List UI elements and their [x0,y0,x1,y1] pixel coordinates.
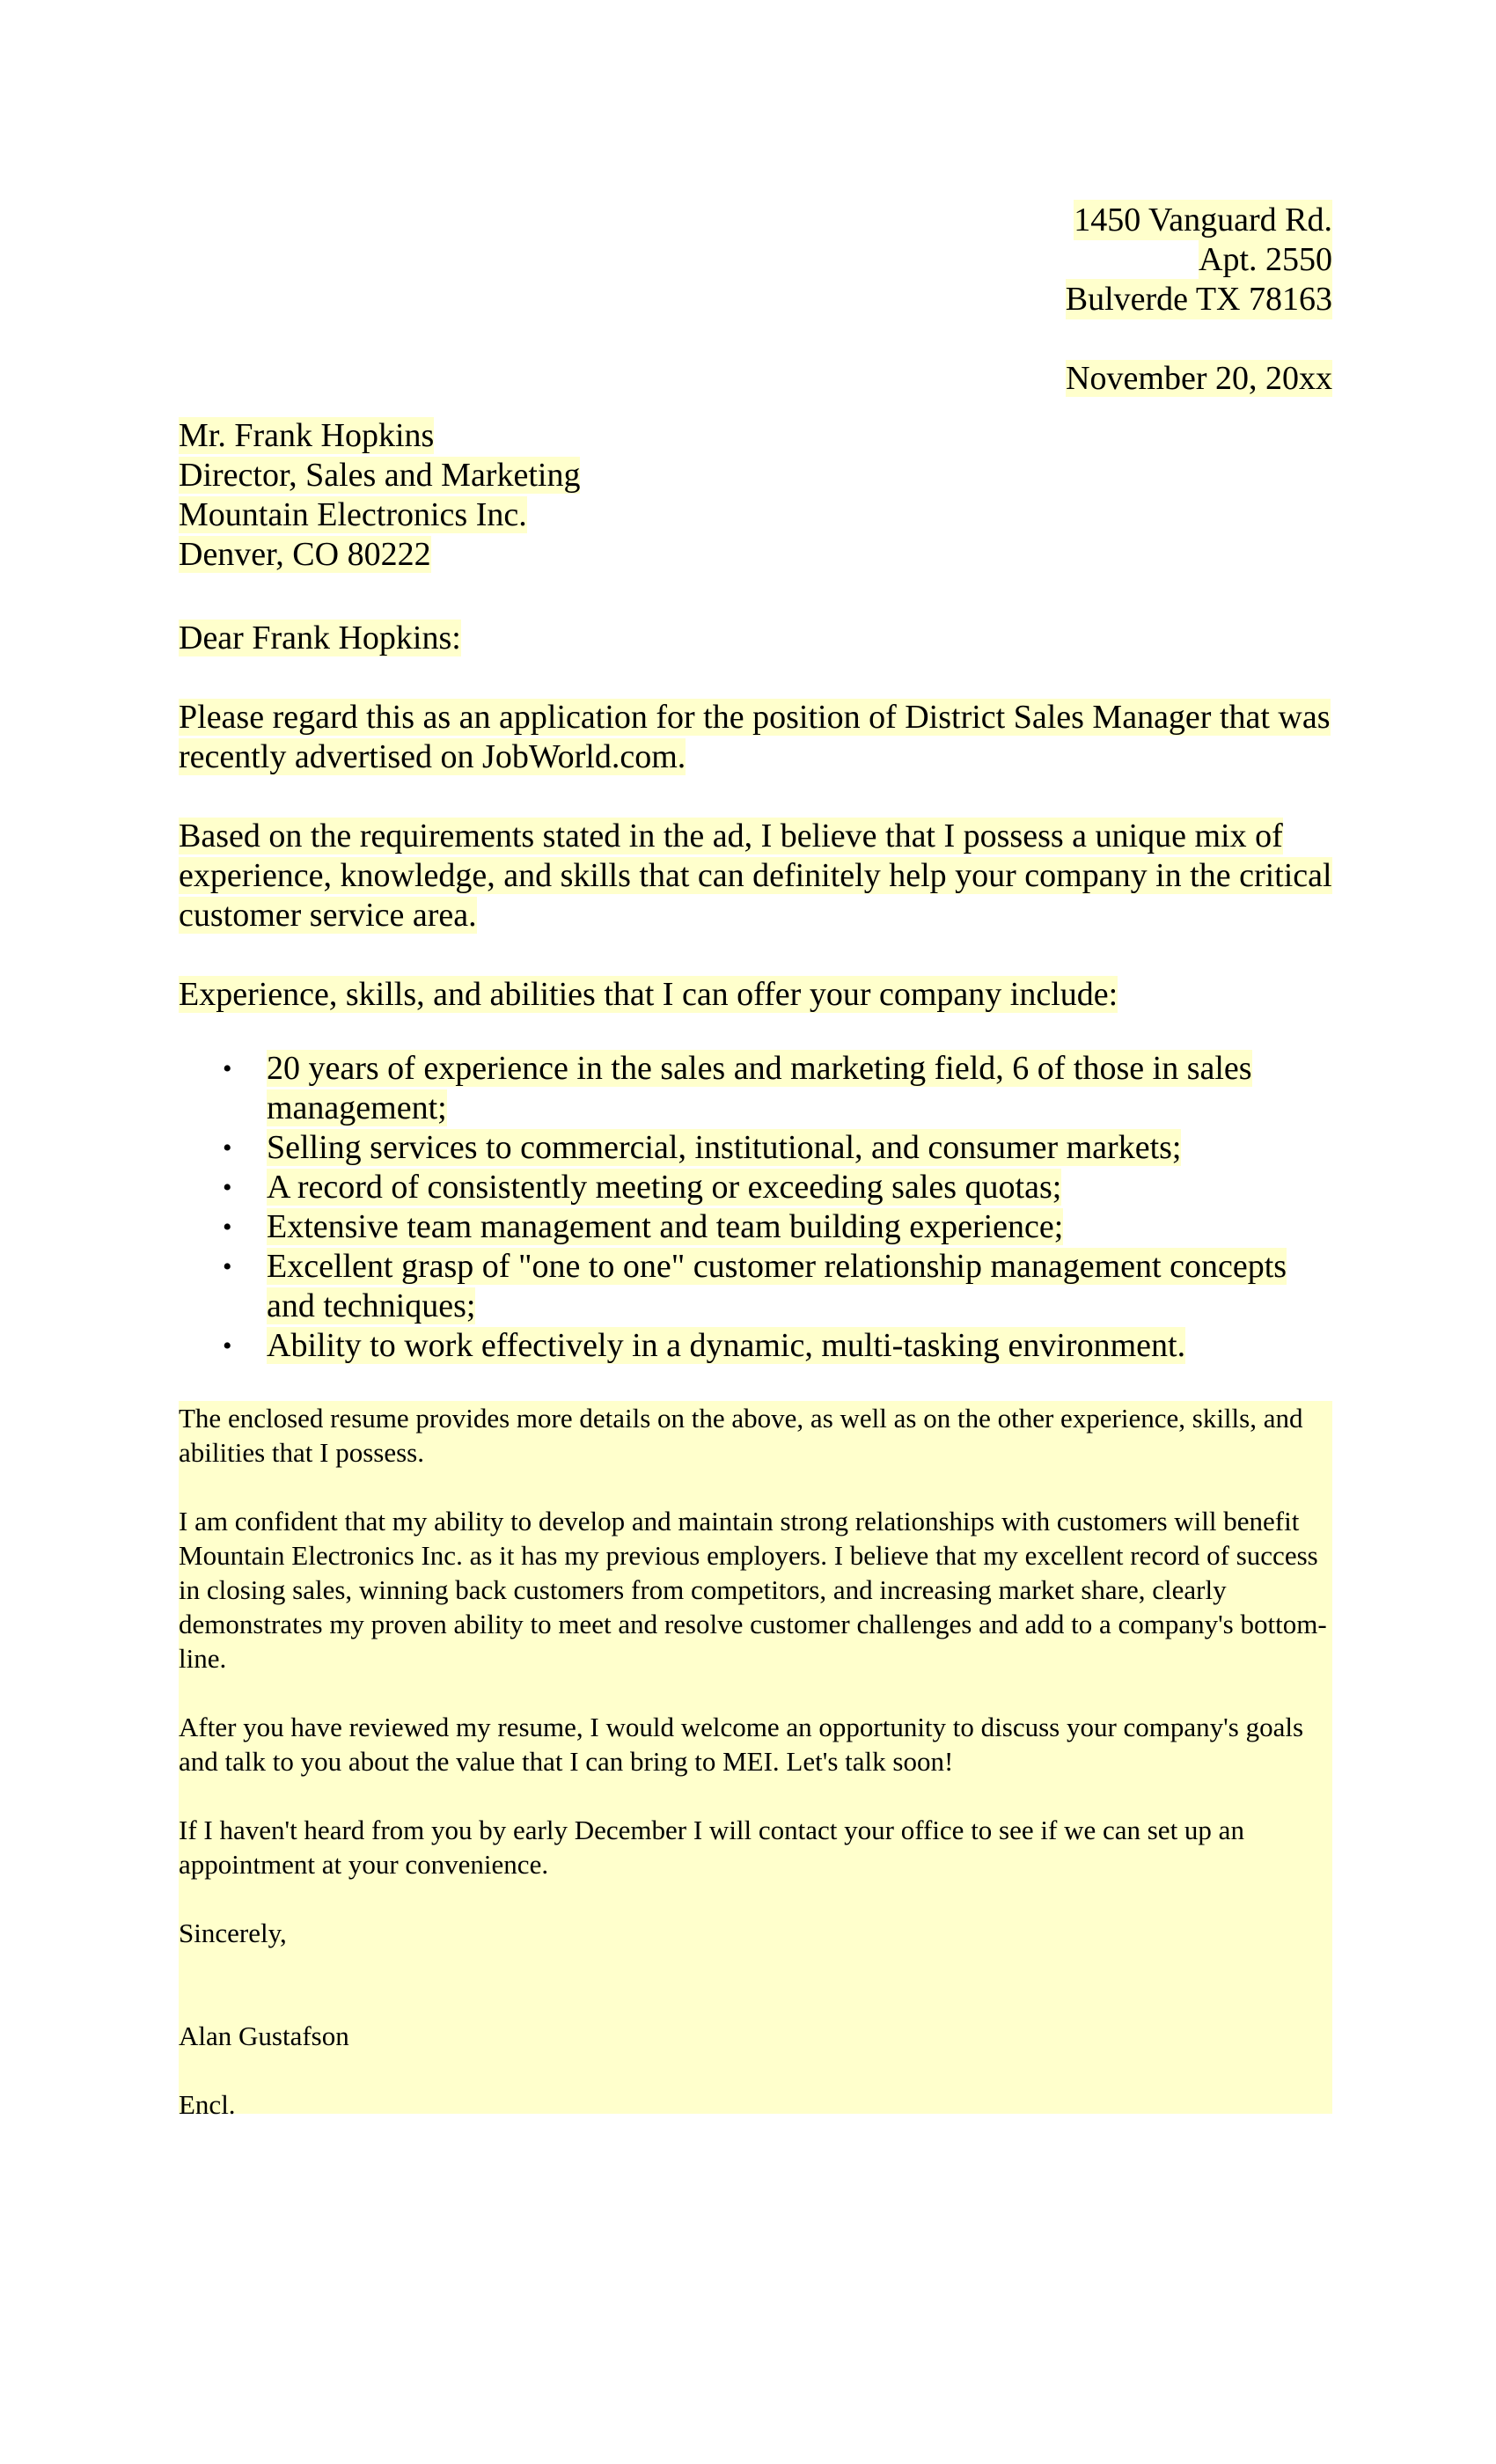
letter-body-section [179,1401,1332,2120]
closing: Sincerely, [179,1918,287,1948]
paragraph-spacer [179,1676,1332,1710]
enclosure-note: Encl. [179,2089,236,2120]
sender-address [179,201,1332,319]
intro-paragraph [179,698,1332,777]
sender-city: Bulverde TX 78163 [1065,281,1332,318]
letter-date-block [179,359,1332,399]
recipient-city: Denver, CO 80222 [179,536,431,573]
signature-name: Alan Gustafson [179,2020,349,2051]
list-item [179,1207,1332,1247]
sender-street: 1450 Vanguard Rd. [1074,202,1332,238]
recipient-name: Mr. Frank Hopkins [179,417,435,454]
bullet-icon: • [223,1054,232,1083]
list-item-text: Selling services to commercial, institutional, and consumer markets; [267,1129,1182,1166]
letter-date: November 20, 20xx [1066,360,1332,397]
paragraph-spacer [179,1470,1332,1504]
qualifications-paragraph-text: Based on the requirements stated in the ad, I believe that I possess a unique mix of experience, knowledge, and skills that can definitely help your company in the critical customer service area. [179,818,1332,934]
list-item-text: Ability to work effectively in a dynamic, multi-tasking environment. [267,1327,1186,1364]
paragraph-spacer [179,1778,1332,1813]
bullet-icon: • [223,1252,232,1281]
list-item-text: 20 years of experience in the sales and marketing field, 6 of those in sales management; [267,1050,1252,1126]
list-item [179,1168,1332,1207]
signature-spacer [179,1950,1332,2019]
list-item-text: A record of consistently meeting or exceeding sales quotas; [267,1169,1062,1206]
salutation [179,619,461,658]
recipient-company: Mountain Electronics Inc. [179,496,527,533]
next-steps-paragraph: After you have reviewed my resume, I would welcome an opportunity to discuss your company's goals and talk to you about the value that I can bring to MEI. Let's talk soon! [179,1712,1304,1777]
recipient-address [179,416,580,575]
paragraph-spacer [179,2053,1332,2087]
paragraph-spacer [179,1881,1332,1916]
resume-paragraph: The enclosed resume provides more details on the above, as well as on the other experience, skills, and abilities that I possess. [179,1403,1303,1468]
bullet-icon: • [223,1173,232,1202]
list-item [179,1128,1332,1168]
list-item [179,1247,1332,1326]
offer-intro-paragraph [179,975,1332,1015]
list-item [179,1049,1332,1128]
recipient-title: Director, Sales and Marketing [179,457,581,494]
bullet-icon: • [223,1331,232,1360]
bullet-icon: • [223,1133,232,1162]
follow-up-paragraph: If I haven't heard from you by early December I will contact your office to see if we can set up an appointment at your convenience. [179,1815,1244,1880]
list-item-text: Extensive team management and team building experience; [267,1208,1064,1245]
sender-apt: Apt. 2550 [1199,241,1332,278]
bullet-icon: • [223,1213,232,1242]
list-item-text: Excellent grasp of "one to one" customer relationship management concepts and techniques; [267,1248,1287,1324]
qualifications-paragraph [179,817,1332,935]
offer-intro-paragraph-text: Experience, skills, and abilities that I can offer your company include: [179,976,1118,1013]
list-item [179,1326,1332,1366]
confidence-paragraph: I am confident that my ability to develop and maintain strong relationships with customers will benefit Mountain Electronics Inc. as it has my previous employers. I believe that my excellent record of success in closing sales, winning back customers from competitors, and increasing market share, clearly demonstrates my proven ability to meet and resolve customer challenges and add to a company's bottom-line. [179,1506,1327,1674]
salutation-text: Dear Frank Hopkins: [179,620,461,656]
intro-paragraph-text: Please regard this as an application for the position of District Sales Manager that was recently advertised on JobWorld.com. [179,699,1331,775]
skills-list [179,1049,1332,1366]
